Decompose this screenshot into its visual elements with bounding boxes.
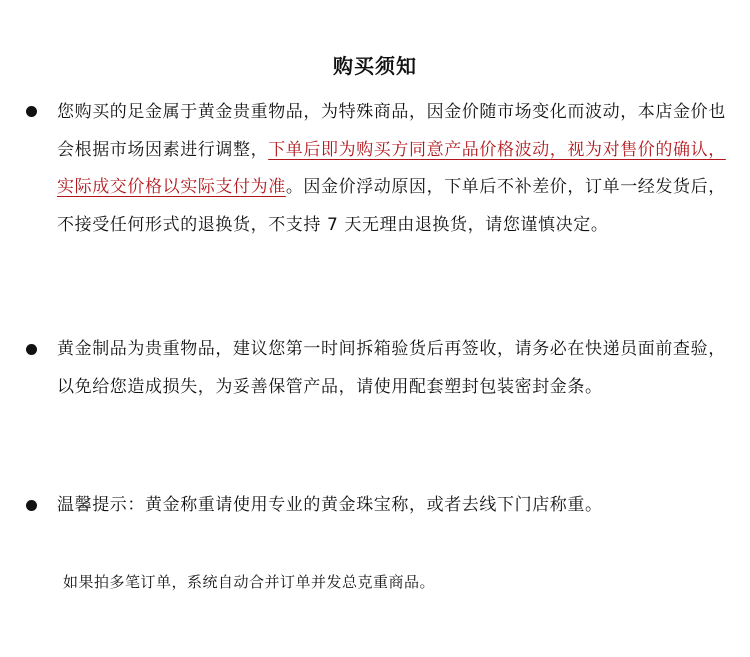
bullet-2 bbox=[26, 344, 37, 355]
notice-item-1-text-a: 您购买的足金属于黄金贵重物品，为特殊商品，因金价随市场变化而波动，本店金价也会根据市场因素进行调整， bbox=[57, 102, 726, 160]
notice-item-1-highlight: 下单后即为购买方同意产品价格波动，视为对售价的确认，实际成交价格以实际支付为准 bbox=[57, 139, 726, 197]
notice-item-2: 黄金制品为贵重物品，建议您第一时间拆箱验货后再签收，请务必在快递员面前查验，以免给您造成损失，为妥善保管产品，请使用配套塑封包装密封金条。 bbox=[57, 339, 726, 397]
notice-item-1 bbox=[57, 94, 737, 244]
bullet-1 bbox=[26, 106, 37, 117]
order-merge-note: 如果拍多笔订单，系统自动合并订单并发总克重商品。 bbox=[63, 573, 436, 591]
notice-item-1-text-b: 。因金价浮动原因，下单后不补差价，订单一经发货后，不接受任何形式的退换货，不支持 7 天无理由退换货，请您谨慎决定。 bbox=[57, 177, 726, 235]
bullet-3 bbox=[26, 500, 37, 511]
notice-item-3: 温馨提示：黄金称重请使用专业的黄金珠宝称，或者去线下门店称重。 bbox=[57, 495, 603, 515]
page-title: 购买须知 bbox=[333, 54, 417, 78]
